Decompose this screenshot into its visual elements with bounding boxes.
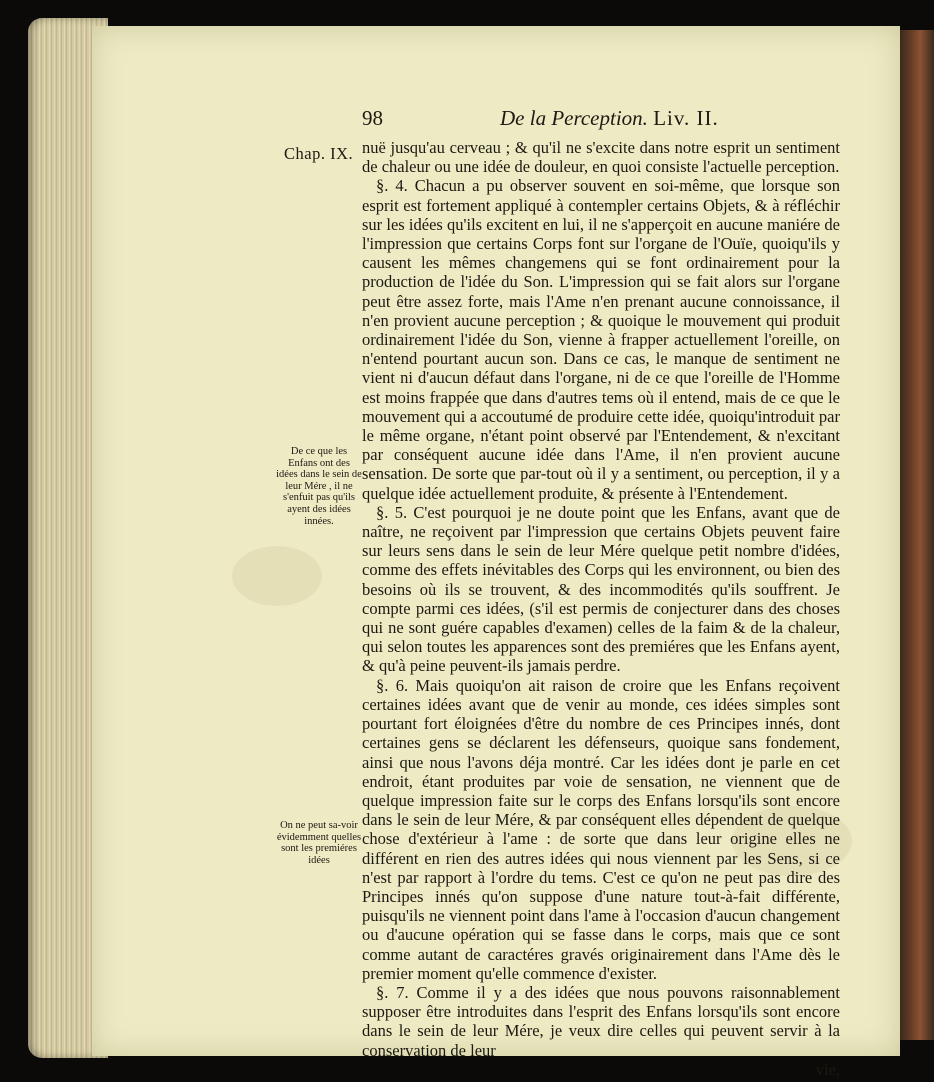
running-title-book: Liv. II. xyxy=(653,106,719,130)
paragraph: §. 7. Comme il y a des idées que nous pouvons raisonnablement supposer être introduites dans l'esprit des Enfans lorsqu'ils sont encore dans le sein de leur Mére, je veux dire celles qui peuvent servir à la conservation de leur xyxy=(362,982,840,1060)
page-number: 98 xyxy=(362,106,383,130)
chapter-label: Chap. IX. xyxy=(284,144,354,163)
running-title xyxy=(500,106,719,131)
facing-page-edge xyxy=(900,30,934,1040)
margin-note: De ce que les Enfans ont des idées dans le sein de leur Mére , il ne s'enfuit pas qu'ils ayent des idées innées. xyxy=(276,446,362,527)
paragraph: §. 6. Mais quoiqu'on ait raison de croire que les Enfans reçoivent certaines idées avant que de venir au monde, ces idées simples sont pourtant fort éloignées d'être du nombre de ces Principes innés, dont certaines gens se déclarent les défenseurs, quoique sans fondement, ainsi que nous l'avons déja montré. Car les idées dont je parle en cet endroit, étant produites par voie de sensation, ne viennent que de quelque impression faite sur le corps des Enfans lorsqu'ils sont encore dans le sein de leur Mére, & par conséquent elles dépendent de quelque chose d'extérieur à l'ame : de sorte que dans leur origine elles ne différent en rien des autres idées qui nous viennent par les Sens, si ce n'est par rapport à l'ordre du tems. C'est ce qu'on ne peut pas dire des Principes innés qu'on suppose d'une nature tout-à-fait différente, puisqu'ils ne viennent point dans l'ame à l'occasion d'aucun changement ou d'aucune opération qui se fasse dans le corps, mais que ce sont comme autant de caractéres gravés originairement dans l'Ame dès le premier moment qu'elle commence d'exister. xyxy=(362,675,840,983)
catchword: vie, xyxy=(815,1059,840,1079)
page-header xyxy=(360,104,840,134)
body-text xyxy=(362,138,840,1079)
running-title-text: De la Perception. xyxy=(500,106,648,130)
paragraph: §. 4. Chacun a pu observer souvent en soi-même, que lorsque son esprit est fortement appliqué à contempler certains Objets, & à réfléchir sur les idées qu'ils excitent en lui, il ne s'apperçoit en aucune maniére de l'impression que certains Corps font sur l'organe de l'Ouïe, quoiqu'ils y causent les mêmes changemens qui se font ordinairement pour la production de l'idée du Son. L'impression qui se fait alors sur l'organe peut être assez forte, mais l'Ame n'en prenant aucune connoissance, il n'en provient aucune perception ; & quoique le mouvement qui produit ordinairement l'idée du Son, vienne à frapper actuellement l'oreille, on n'entend pourtant aucun son. Dans ce cas, le manque de sentiment ne vient ni d'aucun défaut dans l'organe, ni de ce que l'oreille de l'Homme est moins frappée que dans d'autres tems où il entend, mais de ce que le mouvement qui a accoutumé de produire cette idée, quoiqu'introduit par le même organe, n'étant point observé par l'Entendement, & n'excitant par conséquent aucune idée dans l'Ame, il n'en provient aucune sensation. De sorte que par-tout où il y a sentiment, ou perception, il y a quelque idée actuellement produite, & présente à l'Entendement. xyxy=(362,176,840,503)
margin-note: On ne peut sa-voir évidemment quelles sont les premiéres idées xyxy=(276,820,362,866)
paper-stain xyxy=(232,546,322,606)
paragraph: nuë jusqu'au cerveau ; & qu'il ne s'excite dans notre esprit un sentiment de chaleur ou une idée de douleur, en quoi consiste l'actuelle perception. xyxy=(362,138,840,177)
paragraph: §. 5. C'est pourquoi je ne doute point que les Enfans, avant que de naître, ne reçoivent par l'impression que certains Objets peuvent faire sur leurs sens dans le sein de leur Mére quelque petit nombre d'idées, comme des effets inévitables des Corps qui les environnent, ou bien des besoins où ils se trouvent, & des incommodités qu'ils souffrent. Je compte parmi ces idées, (s'il est permis de conjecturer dans des choses qui ne sont guére capables d'examen) celles de la faim & de la chaleur, qui selon toutes les apparences sont des premiéres que les Enfans ayent, & qu'à peine peuvent-ils jamais perdre. xyxy=(362,502,840,676)
